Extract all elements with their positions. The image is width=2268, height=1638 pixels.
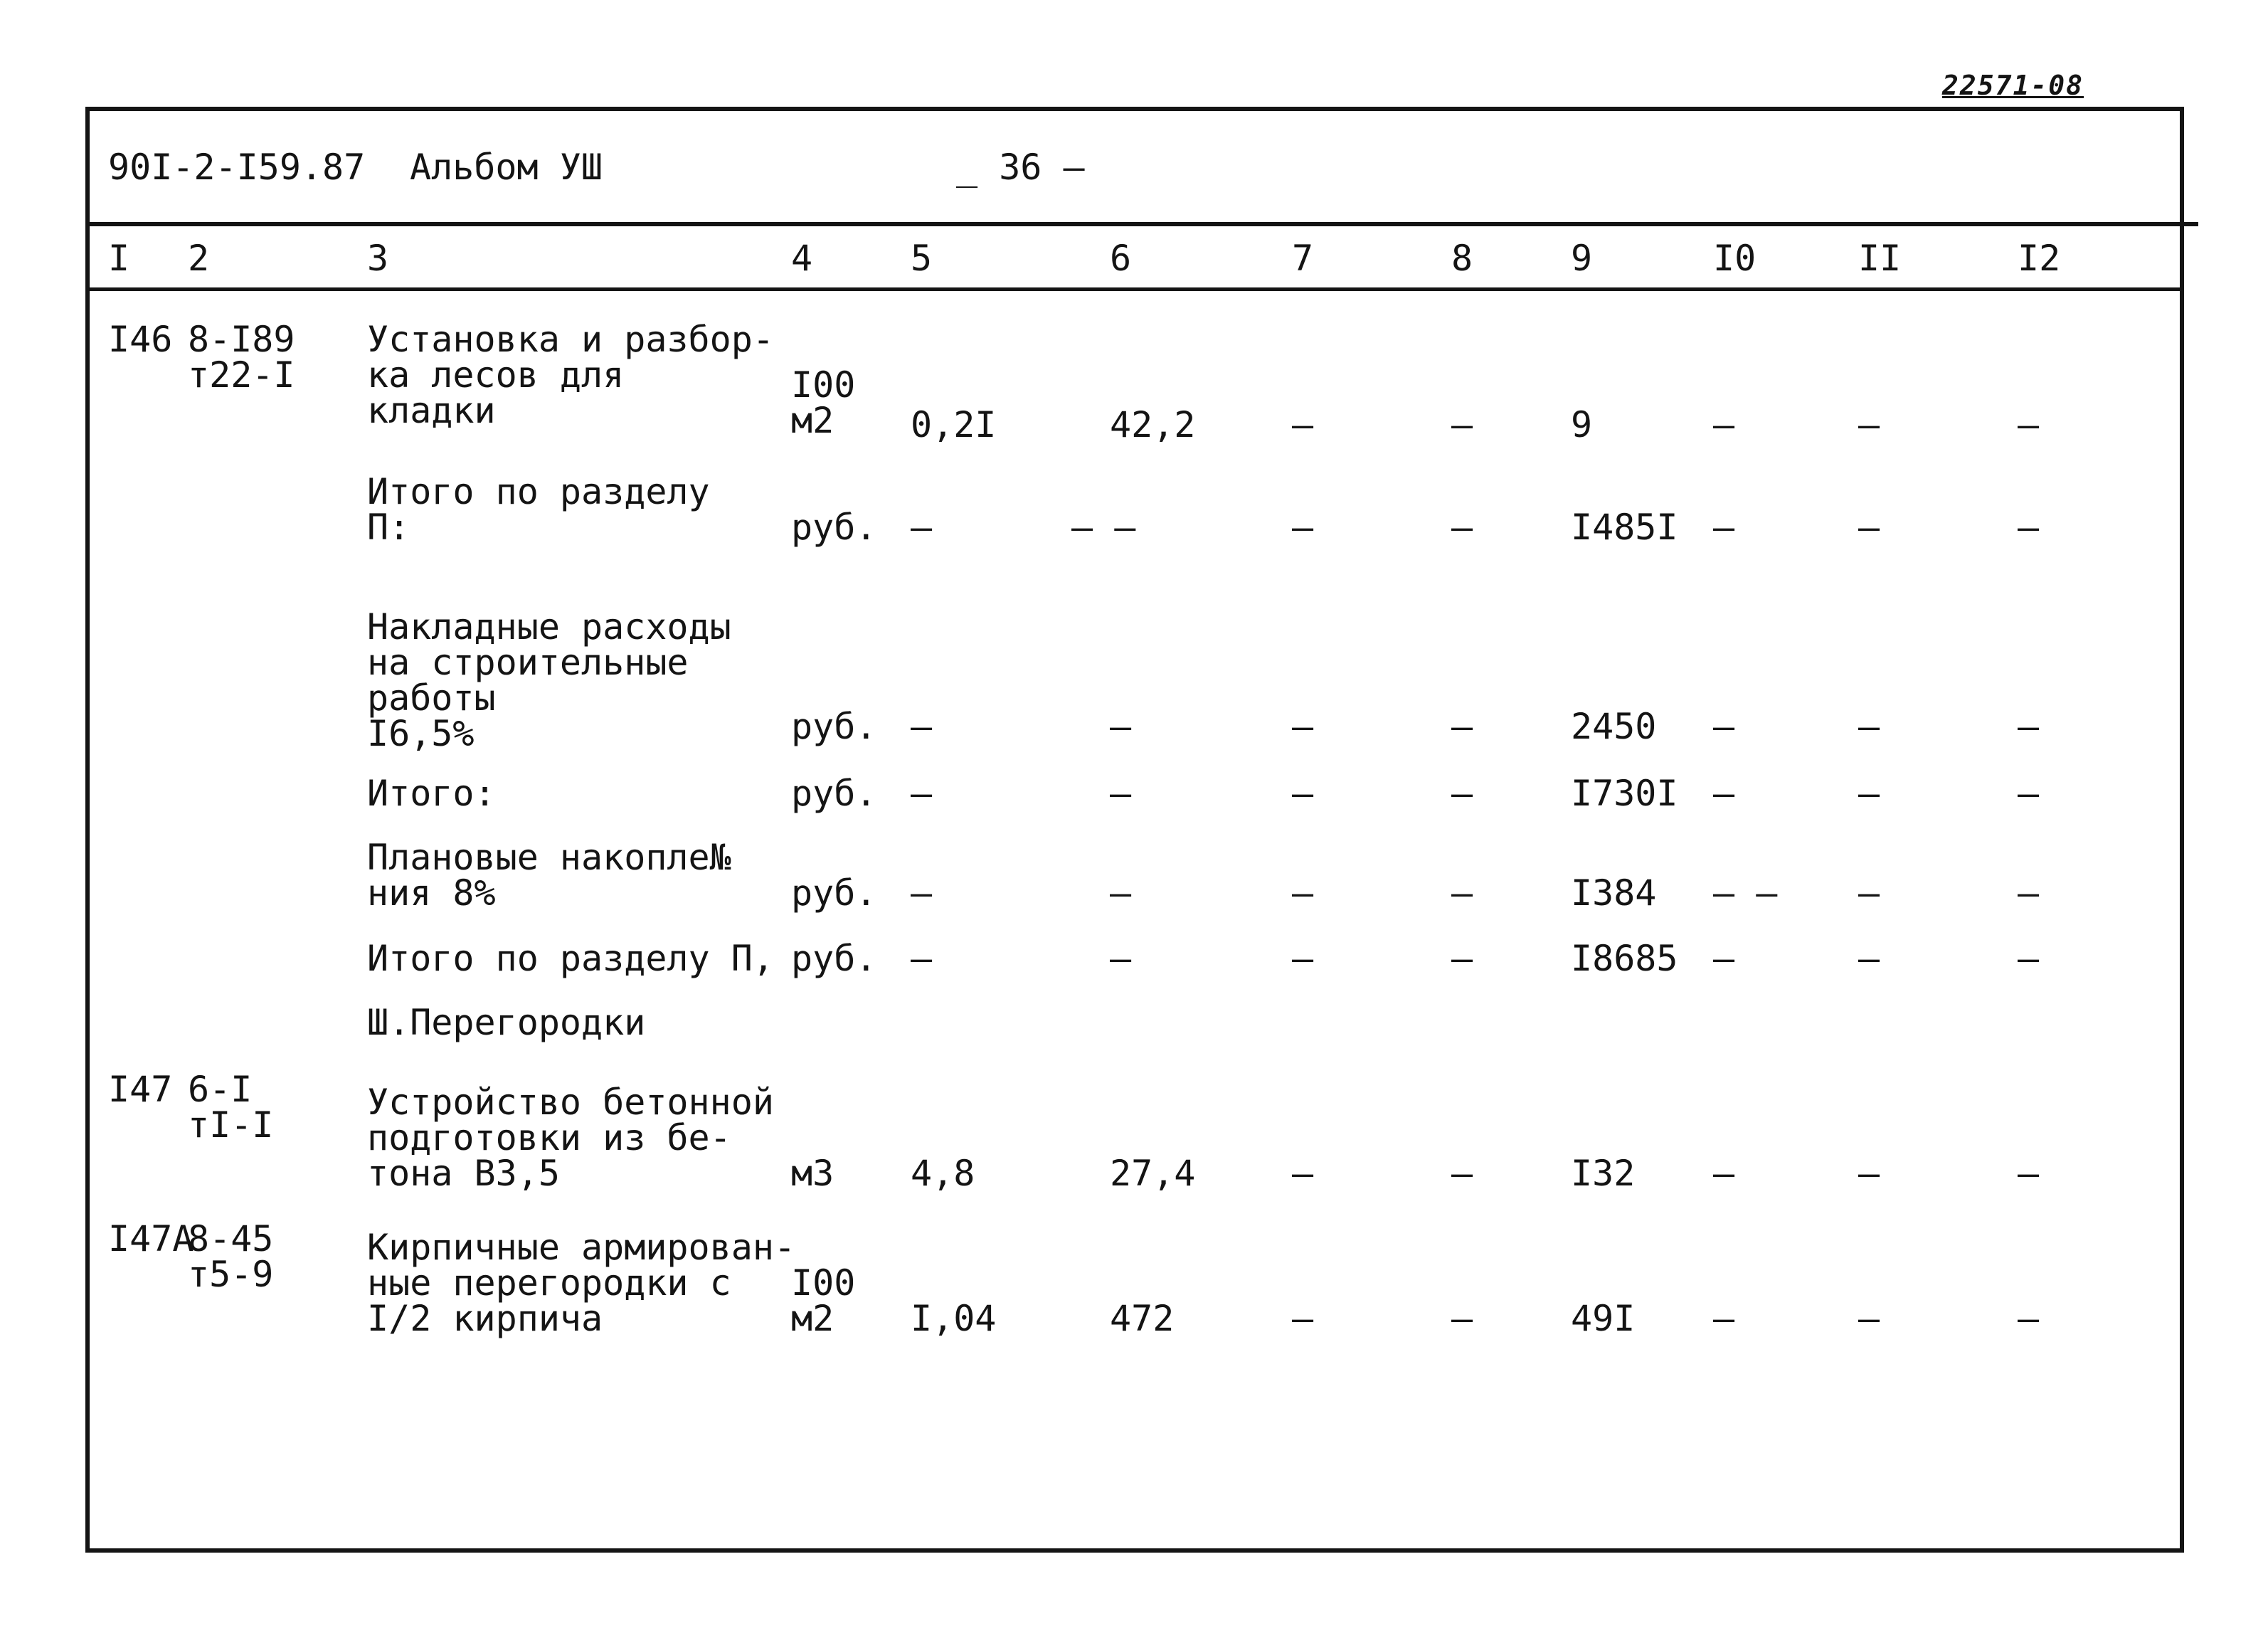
col7-cell: – — [1292, 773, 1314, 814]
unit-cost-cell: – — [1110, 773, 1132, 814]
unit-cell: руб. — [791, 872, 877, 914]
col10-cell: – — [1713, 938, 1735, 979]
col7-cell: – — [1292, 1298, 1314, 1339]
col8-cell: – — [1451, 507, 1473, 548]
unit-cost-cell: – — [1110, 872, 1132, 914]
total-cost-cell: I485I — [1571, 507, 1678, 548]
work-description: Плановые накопле№ ния 8% — [367, 837, 731, 914]
col10-cell: – — [1713, 706, 1735, 747]
unit-cost-cell: – — [1110, 706, 1132, 747]
total-cost-cell: 2450 — [1571, 706, 1657, 747]
col10-cell: – — [1713, 1298, 1735, 1339]
page-number: _ 36 — — [956, 147, 1085, 188]
col11-cell: – — [1858, 706, 1880, 747]
col12-cell: – — [2018, 706, 2040, 747]
unit-cell: I00 м2 — [791, 364, 856, 441]
column-header-12: I2 — [2018, 238, 2061, 279]
col10-cell: – – — [1713, 872, 1778, 914]
unit-cost-cell: 27,4 — [1110, 1153, 1196, 1194]
col8-cell: – — [1451, 938, 1473, 979]
unit-cost-cell: 472 — [1110, 1298, 1175, 1339]
work-description: Итого по разделу П, — [367, 938, 774, 979]
quantity-cell: 4,8 — [911, 1153, 975, 1194]
total-cost-cell: I384 — [1571, 872, 1657, 914]
column-header-8: 8 — [1451, 238, 1473, 279]
col12-cell: – — [2018, 404, 2040, 445]
column-header-6: 6 — [1110, 238, 1132, 279]
unit-cost-cell: 42,2 — [1110, 404, 1196, 445]
header-rule — [90, 222, 2198, 226]
col10-cell: – — [1713, 773, 1735, 814]
rate-code: 6-I тI-I — [188, 1069, 274, 1146]
album-label: Альбом УШ — [410, 147, 603, 188]
col8-cell: – — [1451, 773, 1473, 814]
quantity-cell: – — [911, 507, 933, 548]
col7-cell: – — [1292, 1153, 1314, 1194]
column-header-3: 3 — [367, 238, 389, 279]
row-number: I47А — [108, 1218, 194, 1259]
unit-cell: руб. — [791, 507, 877, 548]
work-description: Установка и разбор- ка лесов для кладки — [367, 319, 774, 431]
column-header-rule — [90, 287, 2180, 291]
col12-cell: – — [2018, 938, 2040, 979]
col8-cell: – — [1451, 872, 1473, 914]
col11-cell: – — [1858, 1153, 1880, 1194]
col12-cell: – — [2018, 872, 2040, 914]
unit-cell: I00 м2 — [791, 1262, 856, 1339]
total-cost-cell: I730I — [1571, 773, 1678, 814]
col10-cell: – — [1713, 507, 1735, 548]
work-description: Итого по разделу П: — [367, 471, 710, 548]
column-header-11: II — [1858, 238, 1902, 279]
col11-cell: – — [1858, 1298, 1880, 1339]
row-number: I46 — [108, 319, 173, 360]
row-number: I47 — [108, 1069, 173, 1110]
col7-cell: – — [1292, 872, 1314, 914]
column-header-2: 2 — [188, 238, 210, 279]
col7-cell: – — [1292, 507, 1314, 548]
column-header-9: 9 — [1571, 238, 1593, 279]
column-header-5: 5 — [911, 238, 933, 279]
col11-cell: – — [1858, 404, 1880, 445]
col12-cell: – — [2018, 507, 2040, 548]
total-cost-cell: I8685 — [1571, 938, 1678, 979]
col8-cell: – — [1451, 404, 1473, 445]
work-description: Накладные расходы на строительные работы I6,5% — [367, 606, 731, 754]
rate-code: 8-I89 т22-I — [188, 319, 295, 396]
col10-cell: – — [1713, 404, 1735, 445]
unit-cell: м3 — [791, 1153, 834, 1194]
column-header-10: I0 — [1713, 238, 1756, 279]
col8-cell: – — [1451, 706, 1473, 747]
col8-cell: – — [1451, 1153, 1473, 1194]
total-cost-cell: 49I — [1571, 1298, 1636, 1339]
unit-cost-cell: – – — [1071, 507, 1136, 548]
column-header-4: 4 — [791, 238, 813, 279]
col11-cell: – — [1858, 507, 1880, 548]
section-heading: Ш.Перегородки — [367, 1002, 646, 1043]
unit-cell: руб. — [791, 706, 877, 747]
work-description: Кирпичные армирован- ные перегородки с I/2 кирпича — [367, 1227, 796, 1339]
col7-cell: – — [1292, 706, 1314, 747]
col12-cell: – — [2018, 1153, 2040, 1194]
col7-cell: – — [1292, 938, 1314, 979]
column-header-7: 7 — [1292, 238, 1314, 279]
unit-cell: руб. — [791, 938, 877, 979]
document-code: 90I-2-I59.87 — [108, 147, 366, 188]
col12-cell: – — [2018, 1298, 2040, 1339]
total-cost-cell: I32 — [1571, 1153, 1636, 1194]
col7-cell: – — [1292, 404, 1314, 445]
quantity-cell: – — [911, 773, 933, 814]
col12-cell: – — [2018, 773, 2040, 814]
unit-cell: руб. — [791, 773, 877, 814]
quantity-cell: I,04 — [911, 1298, 997, 1339]
col11-cell: – — [1858, 938, 1880, 979]
quantity-cell: 0,2I — [911, 404, 997, 445]
work-description: Итого: — [367, 773, 496, 814]
quantity-cell: – — [911, 872, 933, 914]
col8-cell: – — [1451, 1298, 1473, 1339]
rate-code: 8-45 т5-9 — [188, 1218, 274, 1295]
quantity-cell: – — [911, 938, 933, 979]
col11-cell: – — [1858, 872, 1880, 914]
unit-cost-cell: – — [1110, 938, 1132, 979]
column-header-1: I — [108, 238, 130, 279]
quantity-cell: – — [911, 706, 933, 747]
work-description: Устройство бетонной подготовки из бе- тона В3,5 — [367, 1082, 774, 1194]
document-stamp: 22571-08 — [1942, 70, 2084, 101]
total-cost-cell: 9 — [1571, 404, 1593, 445]
col10-cell: – — [1713, 1153, 1735, 1194]
col11-cell: – — [1858, 773, 1880, 814]
